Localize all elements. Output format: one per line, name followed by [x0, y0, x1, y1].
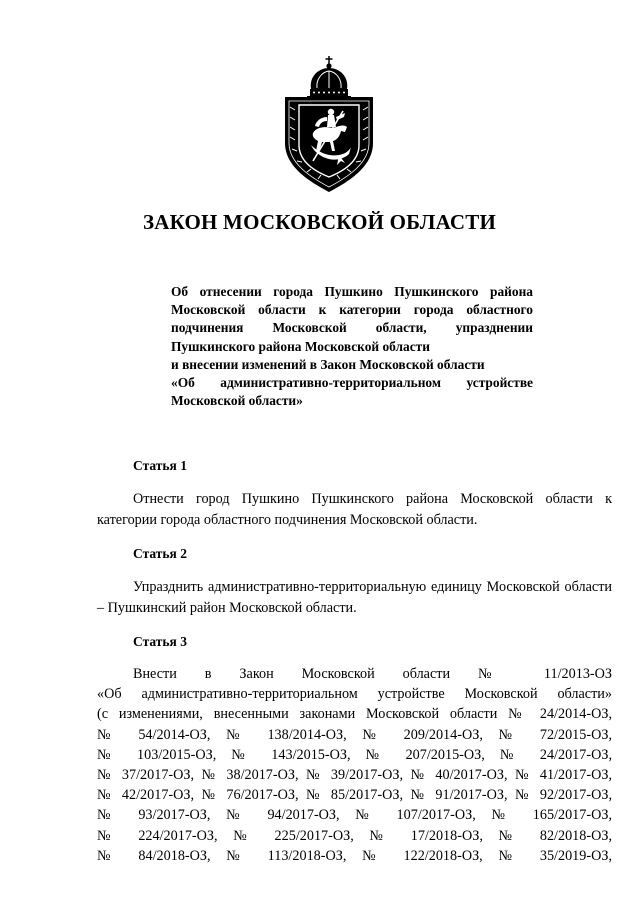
- article-2-heading: Статья 2: [133, 546, 187, 561]
- article-3-line: № 84/2018-ОЗ, № 113/2018-ОЗ, № 122/2018-ОЗ, № 35/2019-ОЗ,: [97, 847, 612, 864]
- subtitle-line: Пушкинского района Московской области: [171, 338, 430, 354]
- subtitle-line: подчинения Московской области, упразднении: [171, 320, 533, 336]
- article-3-line: № 37/2017-ОЗ, № 38/2017-ОЗ, № 39/2017-ОЗ, № 40/2017-ОЗ, № 41/2017-ОЗ,: [97, 766, 612, 783]
- law-subtitle: [171, 283, 533, 410]
- article-3-line: № 103/2015-ОЗ, № 143/2015-ОЗ, № 207/2015-ОЗ, № 24/2017-ОЗ,: [97, 746, 612, 763]
- article-3-line: № 42/2017-ОЗ, № 76/2017-ОЗ, № 85/2017-ОЗ, № 91/2017-ОЗ, № 92/2017-ОЗ,: [97, 787, 612, 804]
- article-3-line: Внести в Закон Московской области № 11/2013-ОЗ: [133, 666, 612, 682]
- crown-icon: [307, 56, 351, 98]
- subtitle-line: «Об административно-территориальном устройстве: [171, 375, 533, 391]
- subtitle-line: Московской области»: [171, 393, 303, 409]
- article-2-text: Упразднить административно-территориальную единицу Московской области – Пушкинский район Московской области.: [97, 579, 612, 616]
- article-1-heading: Статья 1: [133, 458, 187, 473]
- subtitle-line: и внесении изменений в Закон Московской области: [171, 356, 485, 372]
- subtitle-line: Московской области к категории города областного: [171, 302, 533, 318]
- subtitle-line: Об отнесении города Пушкино Пушкинского района: [171, 284, 533, 299]
- article-3-line: № 54/2014-ОЗ, № 138/2014-ОЗ, № 209/2014-ОЗ, № 72/2015-ОЗ,: [97, 726, 612, 743]
- article-3-line: «Об административно-территориальном устройстве Московской области»: [97, 686, 612, 703]
- article-3-line: № 224/2017-ОЗ, № 225/2017-ОЗ, № 17/2018-ОЗ, № 82/2018-ОЗ,: [97, 827, 612, 844]
- law-title: ЗАКОН МОСКОВСКОЙ ОБЛАСТИ: [142, 210, 497, 234]
- article-3-heading: Статья 3: [133, 634, 187, 649]
- article-3-line: № 93/2017-ОЗ, № 94/2017-ОЗ, № 107/2017-ОЗ, № 165/2017-ОЗ,: [97, 807, 612, 824]
- article-3-line: (с изменениями, внесенными законами Московской области № 24/2014-ОЗ,: [97, 706, 612, 723]
- article-3-text: [97, 664, 612, 866]
- moscow-oblast-coat-of-arms-icon: [283, 55, 375, 193]
- article-1-text: Отнести город Пушкино Пушкинского района Московской области к категории города областного подчинения Московской области.: [97, 491, 612, 528]
